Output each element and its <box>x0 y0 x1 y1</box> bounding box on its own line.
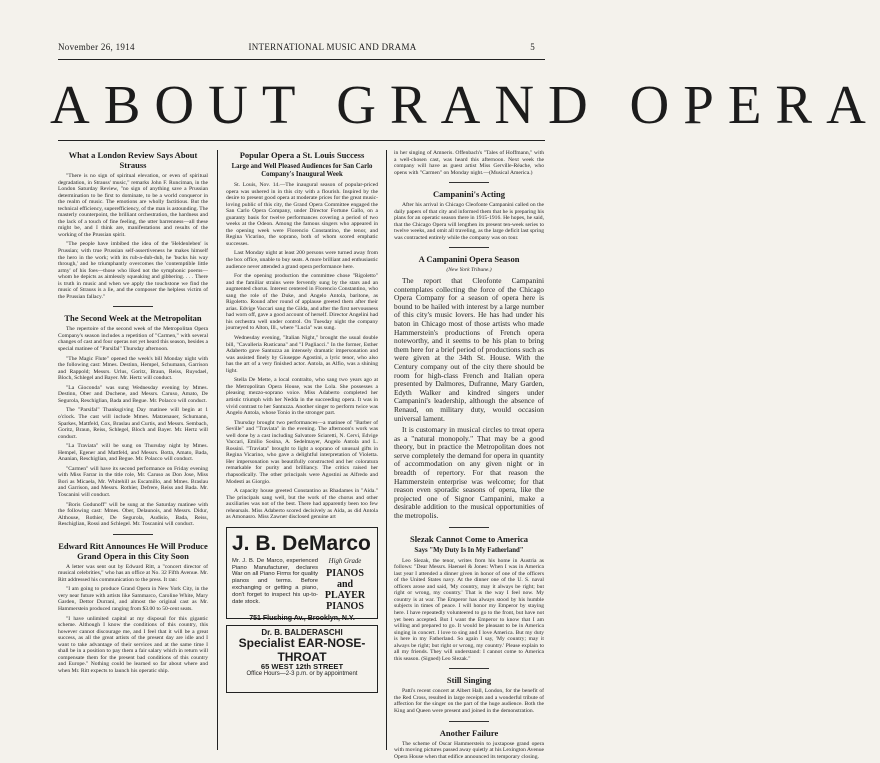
article-paragraph: A capacity house greeted Constantino as Rhadames in "Aida." The principals sang well, but the work of the chorus and other auxiliaries was not of the best. There had apparently been too few rehearsals. Miss Adaberto scored decisively as Aida, as did Antola as Amonasro. Miss Zawner disclosed genuine art <box>226 488 378 521</box>
article-paragraph: Thursday brought two performances—a matinee of "Barber of Seville" and "Traviata" in the evening. The afternoon's work was well done by a cast including Salvatore Sciaretti, N. Cervi, Edvige Vaccari, Emilio Sosina, A. Sedelmayer, Angelo Antola and L. Rossini. "Traviata" brought to light a soprano of unusual gifts in Regina Vicarino, who gave a delightful interpretation of Violetta. Her impersonation was beautifully constructed and her coloratura remarkable for purity and brilliancy. The critics raised her rhapsodically. The other principals were Agostini as Alfredo and Modesti as Giorgio. <box>226 419 378 485</box>
article-paragraph: "La Gioconda" was sung Wednesday evening by Mmes. Destinn, Ober and Duchene, and Messrs. Caruso, Amato, De Segurola, Reschiglian, Bada and Begue. Mr. Polacco will conduct. <box>58 384 208 404</box>
ad-grade: High Grade <box>328 557 362 565</box>
article-title-another-failure: Another Failure <box>439 727 499 738</box>
article-title-campanini-season: A Campanini Opera Season <box>418 254 520 265</box>
article-paragraph: It is customary in musical circles to treat opera as a "natural monopoly." That may be a good theory, but in practice the Metropolitan does not serve completely the demand for opera in quantity of accommodation on any given night or in breadth of repertory. For that reason the Hammerstein enterprise was welcome; for that reason even sporadic seasons of opera, like the projected one of Signor Campanini, make a desirable addition to the musical opportunities of the metropolis. <box>394 425 544 521</box>
publication-title: INTERNATIONAL MUSIC AND DRAMA <box>248 42 417 52</box>
article-title-st-louis: Popular Opera a St. Louis Success <box>239 150 365 160</box>
ad-specialty: Specialist EAR-NOSE-THROAT <box>238 636 366 665</box>
article-paragraph: St. Louis, Nov. 14.—The inaugural season of popular-priced opera was ushered in in this city with a flourish. Inspired by the desire to present good opera at moderate prices for the great music-loving public of this city, the Grand Opera Committee engaged the San Carlo Opera Company, under Director Fortune Gallo, on a guaranty basis for twelve performances covering a period of two weeks at the Odeon. Among the famous singers who appeared in the opening week were Florencio Constantino, the tenor, and Regina Vicarino, the soprano, both of whom scored emphatic successes. <box>226 182 378 247</box>
article-continuation: in her singing of Amneris. Offenbach's "Tales of Hoffmann," with a well-chosen cast, was heard this afternoon. Next week the company will have as guest artist Miss Gerville-Réache, who opens with "Carmen" on Monday night.—(Musical America.) <box>394 150 544 176</box>
article-paragraph: "I am going to produce Grand Opera in New York City, in the very near future with artists like Sammarco, Caroline White, Mary Garden, Dettor Durrani, and almost the original cast as Mr. Hammerstein produced ranging from $3.00 to 50-cent seats. <box>58 586 208 612</box>
separator <box>449 668 489 669</box>
ad-product: PIANOS and PLAYER PIANOS <box>324 567 366 612</box>
article-title-slezak: Slezak Cannot Come to America <box>409 533 529 544</box>
separator <box>113 306 153 307</box>
page-number: 5 <box>530 42 535 52</box>
article-title-campanini-acting: Campanini's Acting <box>432 189 506 200</box>
article-paragraph: The scheme of Oscar Hammerstein to juxtapose grand opera with moving pictures passed away quietly at his Lexington Avenue Opera House when that edifice announced its temporary closing. <box>394 740 544 760</box>
separator <box>449 247 489 248</box>
article-paragraph: The "Parsifal" Thanksgiving Day matinee will begin at 1 o'clock. The cast will include Mmes. Matzenauer, Schumann, Sparkes, Mattfeld, Cox, Braslau and Curtis, and Messrs. Sembach, Goritz, Braun, Reiss, Schlegel, Bloch and Bayer. Mr. Hertz will conduct. <box>58 407 208 440</box>
ad-hours: Office Hours—2-3 p.m. or by appointment <box>246 670 358 677</box>
column-2 <box>226 150 378 693</box>
article-paragraph: "The people have imbibed the idea of the 'Heldenleben' is Prussian; with true Prussian self-assertiveness he makes himself the hero in the work; with its rub-a-dub-dub, he 'bucks his way through,' and he triumphantly overcomes the 'contemptible little army' of his foes—those who liked not the symphonic poems—whom he depicts as aimlessly squeaking and gibbering. . . . There is truth in music and when we apply the touchstone we find the music of Strauss is a lie, and the composer the helpless victim of the Prussian fallacy." <box>58 241 208 300</box>
ad-brand: J. B. DeMarco <box>232 531 371 555</box>
article-title-still-singing: Still Singing <box>446 675 492 686</box>
separator <box>113 534 153 535</box>
article-paragraph: Patti's recent concert at Albert Hall, London, for the benefit of the Red Cross, resulted in large receipts and a wonderful tribute of affection for the singer on the part of the huge audience. Both the King and Queen were present and joined in the demonstration. <box>394 688 544 715</box>
ad-address: 65 WEST 12th STREET <box>260 662 344 672</box>
article-paragraph: "I have unlimited capital at my disposal for this gigantic scheme. Although I know the conditions of this country, this however cannot discourage me, and I feel that it will be a great success, as all the great artists of the present day are idle and I want to take advantage of their services and at the same time I shall be in a position to pay them a fair salary which in return will compensate them for the present bad conditions of this country and Europe." Nothing could be learned so far about where and when Mr. Ritt expects to launch his operatic ship. <box>58 615 208 674</box>
article-paragraph: "The Magic Flute" opened the week's bill Monday night with the following cast: Mmes. Destinn, Hempel, Schumann, Garrison and Rappold; Messrs. Urlus, Goritz, Braun, Reiss, Ruysdael, Bloch, Schlegel and Bayer. Mr. Hertz will conduct. <box>58 355 208 382</box>
column-divider-1 <box>217 150 218 750</box>
article-paragraph: A letter was sent out by Edward Ritt, a "concert director of musical celebrities," who has an office at No. 32 Fifth Avenue. Mr. Ritt addressed his communication to the press. It ran: <box>58 563 208 583</box>
article-title-strauss: What a London Review Says About Strauss <box>68 150 198 170</box>
article-subtitle-st-louis: Large and Well Pleased Audiences for San Carlo Company's Inaugural Week <box>231 163 373 178</box>
article-paragraph: The repertoire of the second week of the Metropolitan Opera Company's season includes a repetition of "Carmen," with several changes of cast and four operas not yet heard this season, besides a special matinee of "Parsifal" Thursday afternoon. <box>58 326 208 353</box>
article-paragraph: "La Traviata" will be sung on Thursday night by Mmes. Hempel, Egener and Mattfeld, and Messrs. Botta, Amato, Bada, Ananian, Reschiglian, and Begue. Mr. Polacco will conduct. <box>58 443 208 463</box>
article-paragraph: After his arrival in Chicago Cleofonte Campanini called on the daily papers of that city and informed them that he is preparing his plans for an operatic season there in 1915-1916. He hopes, he said, that the Chicago Opera will lengthen its present ten-week series to twelve weeks, and omit all traveling, as the large deficit last spring was contracted entirely while the company was on tour. <box>394 202 544 241</box>
banner-rule <box>58 140 545 141</box>
separator <box>449 527 489 528</box>
article-subtitle-slezak: Says "My Duty Is In My Fatherland" <box>414 546 524 554</box>
ad-address: 751 Flushing Av., Brooklyn, N.Y. <box>249 614 355 622</box>
article-paragraph: Stella De Mette, a local contralto, who sang two years ago at the Metropolitan Opera House, was the Lola. She possesses a pleasing mezzo-soprano voice. Miss Adaberto completed her artistic triumph with her Nedda in the succeeding opera. It was in vivid contrast to her Santuzza. Another singer to perform twice was Angelo Antola, whose Tonio in the stronger part. <box>226 377 378 417</box>
column-divider-2 <box>386 150 387 750</box>
header-rule <box>58 59 545 60</box>
article-paragraph: Wednesday evening, "Italian Night," brought the usual double bill, "Cavalleria Rusticana" and "I Pagliacci." In the former, Esther Adaberto gave Santuzza an intensely dramatic impersonation and was assisted finely by Giuseppe Agostini, a lyric tenor, who also has the art of a very finished actor. Antola, as Alfio, was a shining light. <box>226 335 378 374</box>
running-header <box>58 42 535 56</box>
article-paragraph: Leo Slezak, the tenor, writes from his home in Austria as follows: "Dear Messrs. Haensel & Jones: When I was in America last year I attended a dinner given in honor of one of the officers of the United States navy. At the dinner one of the U. S. naval officers arose and said, 'My country, may it always be right; but right or wrong, my country.' That is the way I feel now. My country is at war. The Emperor has always stood by his humble subjects in times of peace. I will honor my Emperor by staying here. I have repeatedly volunteered to go to the front, but have not yet been accepted. But I want the Emperor to know that I am willing and prepared to go. It would be pleasant to be in America singing in concert. I love to sing and I love America. But my duty is here in my Fatherland. So again I say, 'My country; may it always be right; but right or wrong, my country.' Please explain to all my friends. They will understand: I cannot come to America this season. (Signed) Leo Slezak." <box>394 557 544 662</box>
article-paragraph: "There is no sign of spiritual elevation, or even of spiritual degradation, in Strauss' music," remarks John F. Runciman, in the London Saturday Review, "no sign of anything save a Prussian determination to be first to dominate, to be a world conqueror in the realm of music. The emotions are wholly factitious. But the technical efficiency, superefficiency, of the man is astounding. The masterly counterpoint, the brilliant orchestration, the hardness and the lack of a touch of fine feeling, the utter barrenness—all these might be, and I think are, manifestations and results of the working of the Prussian spirit. <box>58 173 208 238</box>
ad-side <box>318 558 372 612</box>
column-3 <box>394 150 544 763</box>
article-title-metropolitan: The Second Week at the Metropolitan <box>64 313 202 324</box>
article-title-ritt: Edward Ritt Announces He Will Produce Grand Opera in this City Soon <box>58 540 208 561</box>
advertisement-demarco <box>226 527 378 622</box>
separator <box>449 182 489 183</box>
ad-doctor-name: Dr. B. BALDERASCHI <box>261 627 343 637</box>
ad-description: Mr. J. B. De Marco, experienced Piano Manufacturer, declares War on all Piano Firms for quality pianos and terms. Before exchanging or getting a piano, don't forget to inspect his up-to-date stock. <box>232 557 318 605</box>
advertisement-balderaschi <box>226 625 378 693</box>
article-paragraph: Last Monday night at least 200 persons were turned away from the box office, unable to buy seats. A more brilliant and enthusiastic audience never attended a grand opera performance here. <box>226 250 378 270</box>
issue-date: November 26, 1914 <box>58 42 135 52</box>
article-paragraph: The report that Cleofonte Campanini contemplates collecting the force of the Chicago Opera Company for a season of opera here is bound to be hailed with interest by a large number of this city's music lovers. He has had under his baton in Chicago most of those artists who made Hammerstein's productions of French opera noteworthy, and it seems to be his plan to bring them here for a brief period of productions such as were given at the 34th St. House. With the Century company out of the city there should be room for high-class French and Italian opera presented by Dalmores, Dufranne, Mary Garden, Edyth Walker and kindred singers under Campanini's leadership, although the absence of Renaud, on military duty, would occasion universal lament. <box>394 276 544 423</box>
ad-body <box>232 558 372 612</box>
article-paragraph: For the opening production the committee chose "Rigoletto" and the familiar strains were fervently sung by the stars and an augmented chorus. Interest centered in Florencio Constantino, who sang the role of the Duke, and Angelo Antola, baritone, as Rigoletto. Round after round of applause greeted them after their arias. Edvige Vaccari sang the Gilda, and after the first nervousness had worn off, gave a good account of herself. Director Angelini had his orchestra well under control. On Tuesday night the company journeyed to Alton, Ill., where "Lucia" was sung. <box>226 273 378 332</box>
article-byline: (New York Tribune.) <box>446 267 492 274</box>
column-1 <box>58 150 208 677</box>
article-paragraph: "Boris Godunoff" will be sung at the Saturday matinee with the following cast: Mmes. Ober, Delaunois, and Messrs. Didur, Althouse, Rothier, De Segurola, Audisio, Bada, Reiss, Reschiglian, Rossi and Schlegel. Mr. Toscanini will conduct. <box>58 501 208 528</box>
section-banner: ABOUT GRAND OPERA <box>50 74 880 135</box>
separator <box>449 721 489 722</box>
article-paragraph: "Carmen" will have its second performance on Friday evening with Miss Farrar in the title role, Mr. Caruso as Don Jose, Miss Bori as Micaela, Mr. Whitehill as Escamillo, and Mmes. Braslau and Garrison, and Messrs. Rothier, Defrere, Reiss and Bada. Mr. Toscanini will conduct. <box>58 465 208 498</box>
